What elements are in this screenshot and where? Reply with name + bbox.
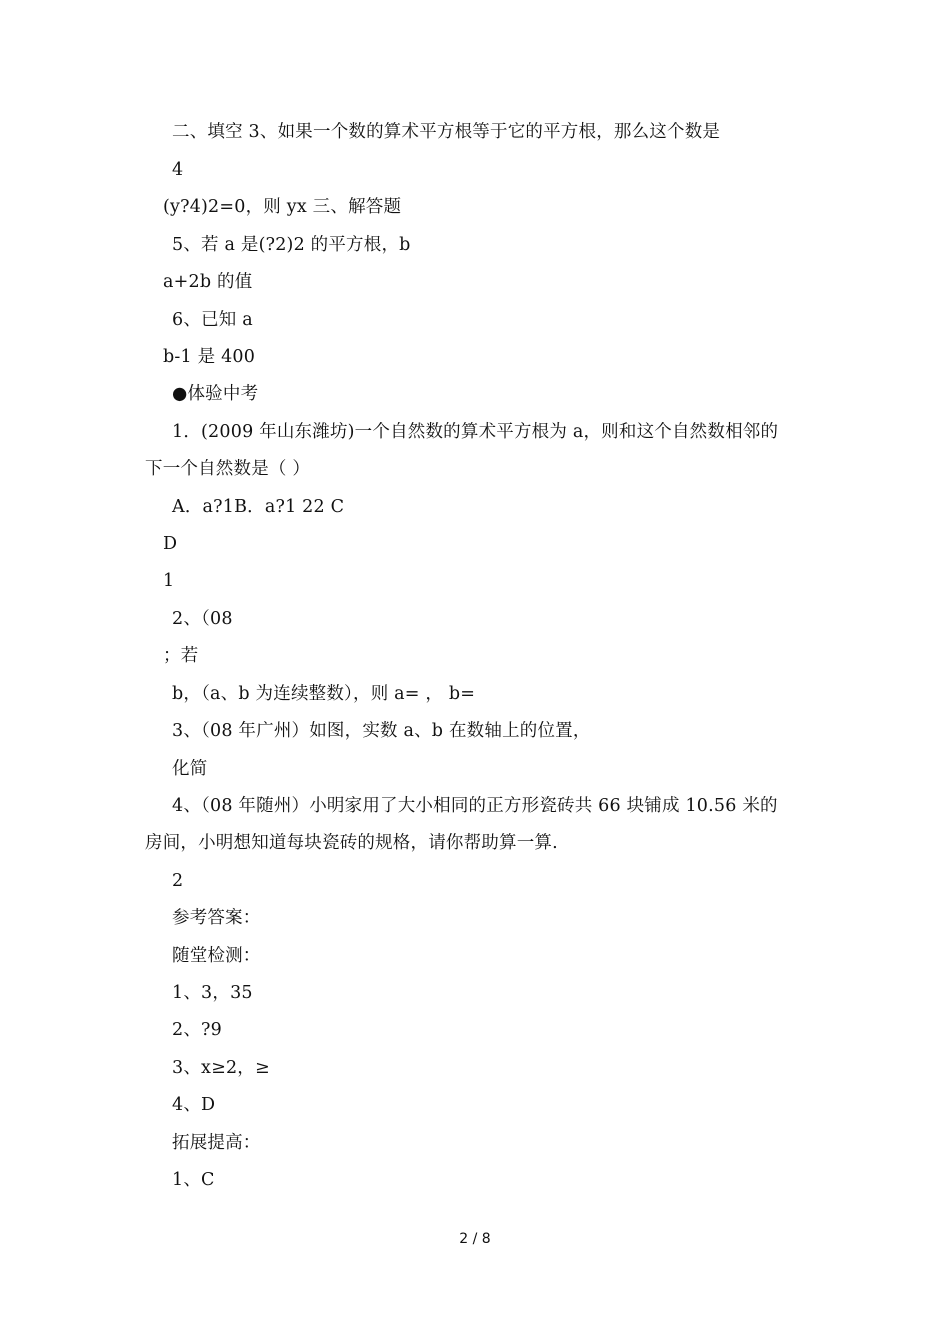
text-line: 化简 xyxy=(172,759,208,779)
text-line: D xyxy=(163,534,178,554)
text-line: 4 xyxy=(172,160,184,180)
text-line: 3、（08 年广州）如图，实数 a、b 在数轴上的位置， xyxy=(172,721,591,741)
text-line: (y?4)2=0，则 yx 三、解答题 xyxy=(163,197,402,217)
answer-line: 3、x≥2，≥ xyxy=(172,1058,270,1078)
section-heading: 拓展提高： xyxy=(172,1133,261,1153)
text-line: 5、若 a 是(?2)2 的平方根，b xyxy=(172,235,411,255)
answer-line: 2、?9 xyxy=(172,1020,222,1040)
section-heading: 参考答案： xyxy=(172,908,261,928)
text-line: ；若 xyxy=(163,646,199,666)
text-line: 4、（08 年随州）小明家用了大小相同的正方形瓷砖共 66 块铺成 10.56 米的 xyxy=(172,796,778,816)
page-number: 2 / 8 xyxy=(459,1231,491,1247)
text-line: 房间，小明想知道每块瓷砖的规格，请你帮助算一算. xyxy=(145,833,558,853)
text-line: 6、已知 a xyxy=(172,310,253,330)
text-line: b-1 是 400 xyxy=(163,347,256,367)
text-line: A．a?1B．a?1 22 C xyxy=(172,497,345,517)
text-line: a+2b 的值 xyxy=(163,272,253,292)
text-line: b，（a、b 为连续整数），则 a= ， b= xyxy=(172,684,476,704)
text-line: 2、（08 xyxy=(172,609,233,629)
text-line: 下一个自然数是（ ） xyxy=(145,459,311,479)
text-line: 1．(2009 年山东潍坊)一个自然数的算术平方根为 a，则和这个自然数相邻的 xyxy=(172,422,779,442)
answer-line: 1、C xyxy=(172,1170,215,1190)
text-line: 二、填空 3、如果一个数的算术平方根等于它的平方根，那么这个数是 xyxy=(172,122,721,142)
answer-line: 4、D xyxy=(172,1095,216,1115)
section-heading: 随堂检测： xyxy=(172,946,261,966)
text-line: 1 xyxy=(163,571,175,591)
answer-line: 1、3，35 xyxy=(172,983,253,1003)
text-line: 2 xyxy=(172,871,184,891)
section-heading: ●体验中考 xyxy=(172,384,259,404)
